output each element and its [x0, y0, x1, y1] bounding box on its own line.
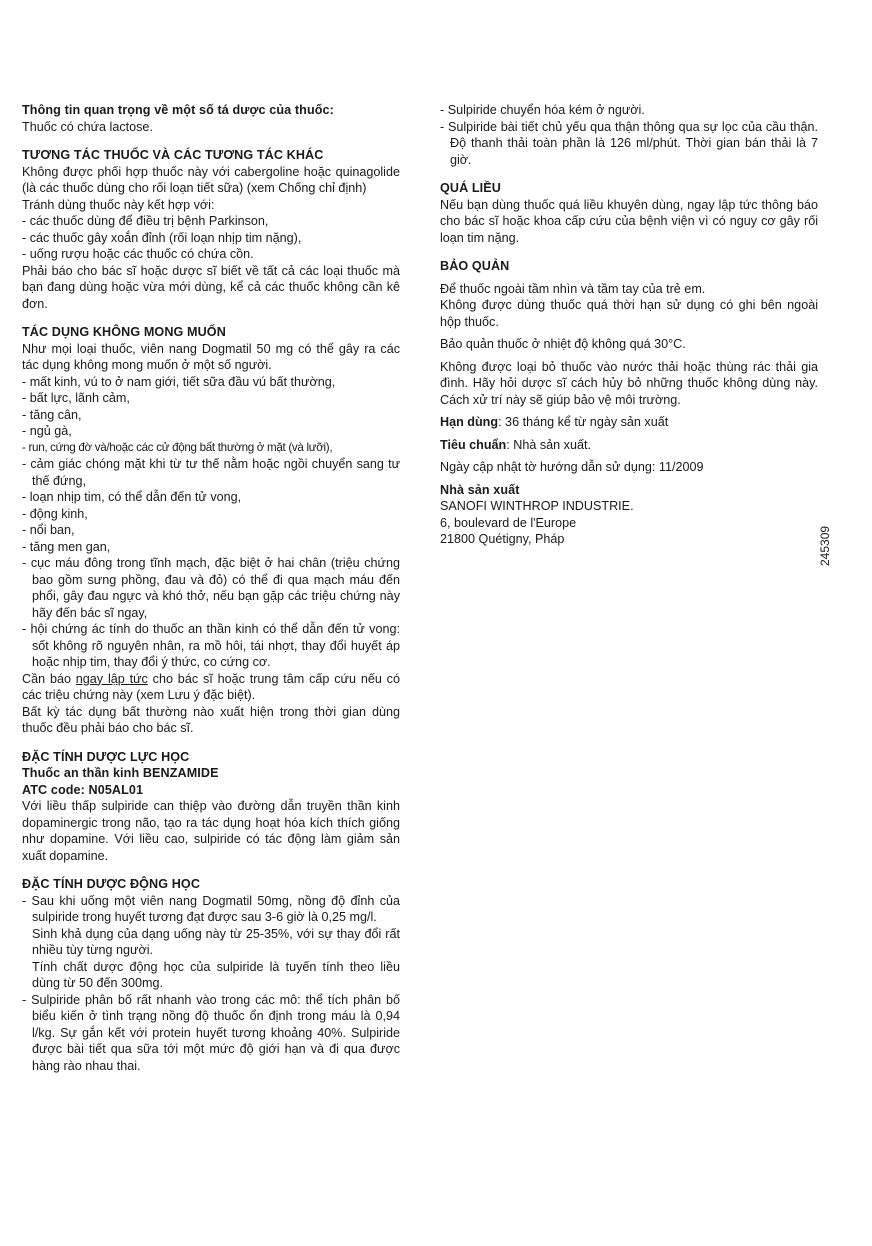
standard-value: : Nhà sản xuất.: [506, 437, 591, 452]
manufacturer-address2: 21800 Quétigny, Pháp: [440, 532, 565, 546]
storage-p2: Không được dùng thuốc quá thời hạn sử dụng có ghi bên ngoài hộp thuốc.: [440, 298, 818, 329]
pk-item-4: - Sulpiride bài tiết chủ yếu qua thận thông qua sự lọc của cầu thận. Độ thanh thải toàn phần là 126 ml/phút. Thời gian bán thải là 7 giờ.: [440, 119, 818, 167]
interactions-p3: Phải báo cho bác sĩ hoặc dược sĩ biết về tất cả các loại thuốc mà bạn đang dùng hoặc vừa mới dùng, kể cả các thuốc không cần kê đơn.: [22, 263, 400, 311]
side-effect-item: - cục máu đông trong tĩnh mạch, đặc biệt ở hai chân (triệu chứng bao gồm sưng phồng, đau và đỏ) có thể đi qua mạch máu đến phổi, gây đau ngực và khó thở, nếu bạn gặp các triệu chứng này hãy đến bác sĩ ngay,: [22, 556, 400, 620]
pk-item-2: - Sulpiride phân bố rất nhanh vào trong các mô: thể tích phân bố biểu kiến ở tình trạng nồng độ thuốc ổn định trong máu là 0,94 l/kg. Sự gắn kết với protein huyết tương khoảng 40%. Sulpiride được bài tiết qua sữa tới một mức độ giới hạn và đi qua được hàng rào nhau thai.: [22, 992, 400, 1073]
pk-item-1-p3: Tính chất dược động học của sulpiride là tuyến tính theo liều dùng từ 50 đến 300mg.: [32, 959, 400, 990]
pk-item-1: - Sau khi uống một viên nang Dogmatil 50mg, nồng độ đỉnh của sulpiride trong huyết tương đạt được sau 3-6 giờ là 0,25 mg/l.: [22, 893, 400, 924]
pharmacodynamics-sub2: ATC code: N05AL01: [22, 782, 144, 797]
standard-label: Tiêu chuẩn: [440, 437, 507, 452]
notify-post: cho bác sĩ hoặc trung tâm cấp cứu nếu có các triệu chứng này (xem Lưu ý đặc biệt).: [22, 671, 400, 702]
side-effects-notify: [22, 671, 400, 704]
important-text: Thuốc có chứa lactose.: [22, 119, 153, 134]
storage-p4: Không được loại bỏ thuốc vào nước thải hoặc thùng rác thải gia đình. Hãy hỏi dược sĩ cách hủy bỏ những thuốc không dùng này. Cách xử trí này sẽ giúp bảo vệ môi trường.: [440, 359, 818, 407]
standard: [440, 437, 818, 454]
right-column: [440, 102, 818, 548]
expiry: [440, 414, 818, 431]
pk-item-1-p2: Sinh khả dụng của dạng uống này từ 25-35%, với sự thay đổi rất nhiều tùy từng người.: [32, 926, 400, 957]
side-effect-item: - nổi ban,: [22, 523, 75, 537]
pharmacodynamics-heading: ĐẶC TÍNH DƯỢC LỰC HỌC: [22, 749, 190, 764]
overdose-heading: QUÁ LIỀU: [440, 181, 501, 195]
storage-p1: Để thuốc ngoài tầm nhìn và tầm tay của trẻ em.: [440, 281, 706, 296]
side-effect-item: - tăng cân,: [22, 407, 82, 422]
side-effect-item: - cảm giác chóng mặt khi từ tư thế nằm hoặc ngồi chuyển sang tư thế đứng,: [22, 457, 400, 488]
interaction-item: - uống rượu hoặc các thuốc có chứa cồn.: [22, 247, 254, 261]
side-effect-item: - ngủ gà,: [22, 424, 72, 438]
side-effect-item: - loạn nhịp tim, có thể dẫn đến tử vong,: [22, 490, 242, 504]
left-column: [22, 102, 400, 1074]
important-heading: Thông tin quan trọng về một số tá dược của thuốc:: [22, 103, 334, 117]
pharmacodynamics-sub1: Thuốc an thần kinh BENZAMIDE: [22, 766, 219, 780]
notify-pre: Cần báo: [22, 671, 76, 686]
side-effects-intro: Như mọi loại thuốc, viên nang Dogmatil 50 mg có thể gây ra các tác dụng không mong muốn ở một số người.: [22, 341, 400, 372]
storage-heading: BẢO QUẢN: [440, 259, 510, 273]
side-effects-closing: Bất kỳ tác dụng bất thường nào xuất hiện trong thời gian dùng thuốc đều phải báo cho bác sĩ.: [22, 704, 400, 735]
updated-date: Ngày cập nhật tờ hướng dẫn sử dụng: 11/2009: [440, 460, 704, 474]
side-code: 245309: [818, 525, 832, 566]
side-effect-item: - mất kinh, vú to ở nam giới, tiết sữa đầu vú bất thường,: [22, 374, 336, 389]
manufacturer-name: SANOFI WINTHROP INDUSTRIE.: [440, 499, 634, 513]
side-effect-item: - tăng men gan,: [22, 539, 111, 554]
interactions-p1: Không được phối hợp thuốc này với cabergoline hoặc quinagolide (là các thuốc dùng cho rối loạn tiết sữa) (xem Chống chỉ định): [22, 164, 400, 195]
manufacturer-label: Nhà sản xuất: [440, 482, 520, 497]
side-effect-item: - hội chứng ác tính do thuốc an thần kinh có thể dẫn đến tử vong: sốt không rõ nguyên nhân, ra mồ hôi, tái nhợt, thay đổi huyết áp hoặc nhịp tim, thay đổi ý thức, co cứng cơ.: [22, 622, 400, 669]
pharmacodynamics-text: Với liều thấp sulpiride can thiệp vào đường dẫn truyền thần kinh dopaminergic trong não, tạo ra tác dụng hoạt hóa kích thích giống như dopamine. Với liều cao, sulpiride có tác động làm giảm sản xuất dopamine.: [22, 799, 400, 863]
manufacturer-address1: 6, boulevard de l'Europe: [440, 515, 577, 530]
interaction-item: - các thuốc dùng để điều trị bệnh Parkinson,: [22, 214, 269, 228]
expiry-value: : 36 tháng kể từ ngày sản xuất: [498, 415, 669, 429]
notify-underline: ngay lập tức: [75, 671, 148, 686]
side-effects-heading: TÁC DỤNG KHÔNG MONG MUỐN: [22, 325, 226, 339]
interactions-p2: Tránh dùng thuốc này kết hợp với:: [22, 197, 215, 212]
side-effect-item: - động kinh,: [22, 506, 88, 521]
pharmacokinetics-heading: ĐẶC TÍNH DƯỢC ĐỘNG HỌC: [22, 877, 201, 891]
side-effect-item: - run, cứng đờ và/hoặc các cử động bất thường ở mặt (và lưỡi),: [22, 440, 333, 454]
interaction-item: - các thuốc gây xoắn đỉnh (rối loạn nhịp tim nặng),: [22, 230, 302, 245]
interactions-heading: TƯƠNG TÁC THUỐC VÀ CÁC TƯƠNG TÁC KHÁC: [22, 148, 324, 162]
storage-p3: Bảo quản thuốc ở nhiệt độ không quá 30°C.: [440, 337, 686, 351]
overdose-text: Nếu bạn dùng thuốc quá liều khuyên dùng, ngay lập tức thông báo cho bác sĩ hoặc khoa cấp cứu của bệnh viện vì có nguy cơ gây rối loạn tim nặng.: [440, 197, 818, 245]
expiry-label: Hạn dùng: [440, 415, 499, 429]
pk-item-3: - Sulpiride chuyển hóa kém ở người.: [440, 103, 645, 117]
side-effect-item: - bất lực, lãnh cảm,: [22, 391, 130, 405]
